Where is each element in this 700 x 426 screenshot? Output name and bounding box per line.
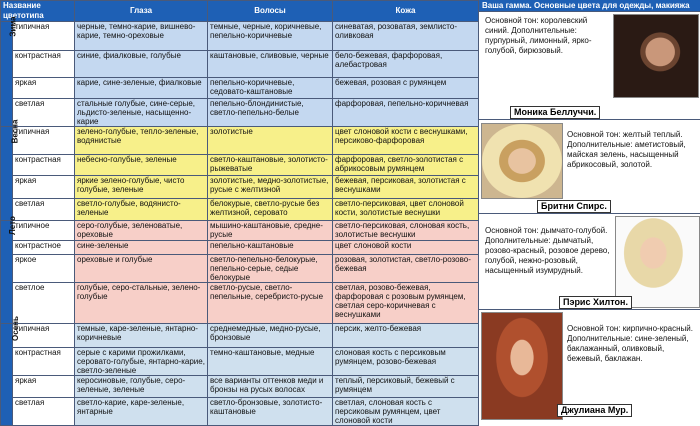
palette-description: Основной тон: дымчато-голубой. Дополнительные: дымчатый, розово-красный, розовое дерево, голубой, нежно-розовый, насыщенный изумрудный.	[485, 226, 610, 275]
celebrity-name: Джулиана Мур.	[557, 404, 632, 417]
type-cell: светлое	[13, 283, 75, 324]
skin-cell: светло-персиковая, слоновая кость, золотистые веснушки	[333, 221, 479, 241]
type-cell: контрастное	[13, 241, 75, 255]
skin-cell: теплый, персиковый, бежевый с румянцем	[333, 376, 479, 398]
type-cell: типичное	[13, 221, 75, 241]
eyes-cell: зелено-голубые, тепло-зеленые, водянистые	[75, 127, 208, 155]
palette-description: Основной тон: желтый теплый. Дополнительные: аметистовый, майская зелень, насыщенный абрикосовый, золотой.	[567, 130, 686, 169]
skin-cell: бежевая, персиковая, золотистая с веснушками	[333, 176, 479, 199]
eyes-cell: яркие зелено-голубые, чисто голубые, зеленые	[75, 176, 208, 199]
table-row	[1, 241, 479, 255]
table-row	[1, 348, 479, 376]
type-cell: яркая	[13, 376, 75, 398]
hair-cell: все варианты оттенков меди и бронзы на русых волосах	[208, 376, 333, 398]
table-row	[1, 78, 479, 99]
palette-description: Основной тон: кирпично-красный. Дополнительные: сине-зеленый, баклажанный, оливковый, бежевый, баклажан.	[567, 324, 693, 363]
hair-cell: среднемедные, медно-русые, бронзовые	[208, 324, 333, 348]
eyes-cell: светло-голубые, водянисто-зеленые	[75, 199, 208, 221]
header-type: Название цветотипа	[1, 1, 75, 22]
type-cell: контрастная	[13, 155, 75, 176]
skin-cell: слоновая кость с персиковым румянцем, розово-бежевая	[333, 348, 479, 376]
skin-cell: светлая, розово-бежевая, фарфоровая с розовым румянцем, светлая серо-коричневая с веснушками	[333, 283, 479, 324]
table-row	[1, 255, 479, 283]
hair-cell: светло-бронзовые, золотисто-каштановые	[208, 398, 333, 426]
header-gamma: Ваша гамма. Основные цвета для одежды, макияжа	[479, 0, 700, 11]
type-cell: типичная	[13, 22, 75, 51]
celebrity-photo	[481, 312, 563, 420]
header-eyes: Глаза	[75, 1, 208, 22]
celebrity-photo	[615, 216, 700, 308]
type-cell: яркая	[13, 78, 75, 99]
eyes-cell: керосиновые, голубые, серо-зеленые, зеленые	[75, 376, 208, 398]
table-row	[1, 221, 479, 241]
eyes-cell: небесно-голубые, зеленые	[75, 155, 208, 176]
hair-cell: светло-каштановые, золотисто-рыжеватые	[208, 155, 333, 176]
table-row	[1, 176, 479, 199]
skin-cell: бело-бежевая, фарфоровая, алебастровая	[333, 51, 479, 78]
season-name: Весна	[10, 119, 20, 144]
type-cell: светлая	[13, 398, 75, 426]
hair-cell: пепельно-каштановые	[208, 241, 333, 255]
celebrity-photo	[481, 123, 563, 199]
celebrity-panel	[479, 11, 700, 120]
hair-cell: золотистые, медно-золотистые, русые с желтизной	[208, 176, 333, 199]
season-label	[1, 16, 18, 127]
type-cell: типичная	[13, 127, 75, 155]
hair-cell: темно-каштановые, медные	[208, 348, 333, 376]
header-skin: Кожа	[333, 1, 479, 22]
hair-cell: пепельно-блондинистые, светло-пепельно-белые	[208, 99, 333, 127]
type-cell: контрастная	[13, 51, 75, 78]
type-cell: яркая	[13, 176, 75, 199]
celebrity-photo	[613, 14, 699, 98]
season-label	[1, 216, 17, 324]
hair-cell: белокурые, светло-русые без желтизной, серовато	[208, 199, 333, 221]
season-label	[1, 316, 20, 426]
skin-cell: бежевая, розовая с румянцем	[333, 78, 479, 99]
skin-cell: светло-персиковая, цвет слоновой кости, золотистые веснушки	[333, 199, 479, 221]
skin-cell: фарфоровая, светло-золотистая с абрикосовым румянцем	[333, 155, 479, 176]
table-row	[1, 376, 479, 398]
hair-cell: пепельно-коричневые, седовато-каштановые	[208, 78, 333, 99]
table-row	[1, 51, 479, 78]
eyes-cell: серые с карими прожилками, серовато-голубые, янтарно-карие, светло-зеленые	[75, 348, 208, 376]
season-label	[1, 119, 20, 221]
season-name: Лето	[7, 216, 17, 235]
celebrity-panel	[479, 119, 700, 214]
skin-cell: цвет слоновой кости	[333, 241, 479, 255]
celebrity-name: Моника Беллуччи.	[510, 106, 600, 119]
celebrity-name: Бритни Спирс.	[537, 200, 611, 213]
eyes-cell: ореховые и голубые	[75, 255, 208, 283]
gamma-panel	[478, 0, 700, 420]
hair-cell: каштановые, сливовые, черные	[208, 51, 333, 78]
type-cell: контрастная	[13, 348, 75, 376]
celebrity-panel	[479, 309, 700, 421]
eyes-cell: светло-карие, каре-зеленые, янтарные	[75, 398, 208, 426]
table-row	[1, 199, 479, 221]
eyes-cell: стальные голубые, сине-серые, льдисто-зеленые, насыщенно-карие	[75, 99, 208, 127]
eyes-cell: карие, сине-зеленые, фиалковые	[75, 78, 208, 99]
skin-cell: персик, желто-бежевая	[333, 324, 479, 348]
eyes-cell: синие, фиалковые, голубые	[75, 51, 208, 78]
eyes-cell: сине-зеленые	[75, 241, 208, 255]
palette-description: Основной тон: королевский синий. Дополнительные: пурпурный, лимонный, ярко-голубой, бирюзовый.	[485, 16, 592, 55]
skin-cell: цвет слоновой кости с веснушками, персиково-фарфоровая	[333, 127, 479, 155]
season-name: Осень	[10, 316, 20, 341]
table-row	[1, 283, 479, 324]
table-header-row	[1, 1, 479, 22]
season-name: Зима	[8, 16, 18, 37]
eyes-cell: черные, темно-карие, вишнево-карие, темно-ореховые	[75, 22, 208, 51]
skin-cell: синеватая, розоватая, землисто-оливковая	[333, 22, 479, 51]
type-cell: типичная	[13, 324, 75, 348]
type-cell: светлая	[13, 199, 75, 221]
table-row	[1, 324, 479, 348]
table-row	[1, 155, 479, 176]
hair-cell: светло-русые, светло-пепельные, серебристо-русые	[208, 283, 333, 324]
table-row	[1, 127, 479, 155]
hair-cell: темные, черные, коричневые, пепельно-коричневые	[208, 22, 333, 51]
eyes-cell: серо-голубые, зеленоватые, ореховые	[75, 221, 208, 241]
header-hair: Волосы	[208, 1, 333, 22]
eyes-cell: темные, каре-зеленые, янтарно-коричневые	[75, 324, 208, 348]
type-cell: светлая	[13, 99, 75, 127]
skin-cell: фарфоровая, пепельно-коричневая	[333, 99, 479, 127]
hair-cell: золотистые	[208, 127, 333, 155]
table-row	[1, 22, 479, 51]
table-row	[1, 99, 479, 127]
type-cell: яркое	[13, 255, 75, 283]
table-row	[1, 398, 479, 426]
eyes-cell: голубые, серо-стальные, зелено-голубые	[75, 283, 208, 324]
skin-cell: розовая, золотистая, светло-розово-бежевая	[333, 255, 479, 283]
celebrity-panel	[479, 213, 700, 310]
celebrity-name: Пэрис Хилтон.	[559, 296, 632, 309]
skin-cell: светлая, слоновая кость с персиковым румянцем, цвет слоновой кости	[333, 398, 479, 426]
hair-cell: светло-пепельно-белокурые, пепельно-серые, седые белокурые	[208, 255, 333, 283]
hair-cell: мышино-каштановые, средне-русые	[208, 221, 333, 241]
